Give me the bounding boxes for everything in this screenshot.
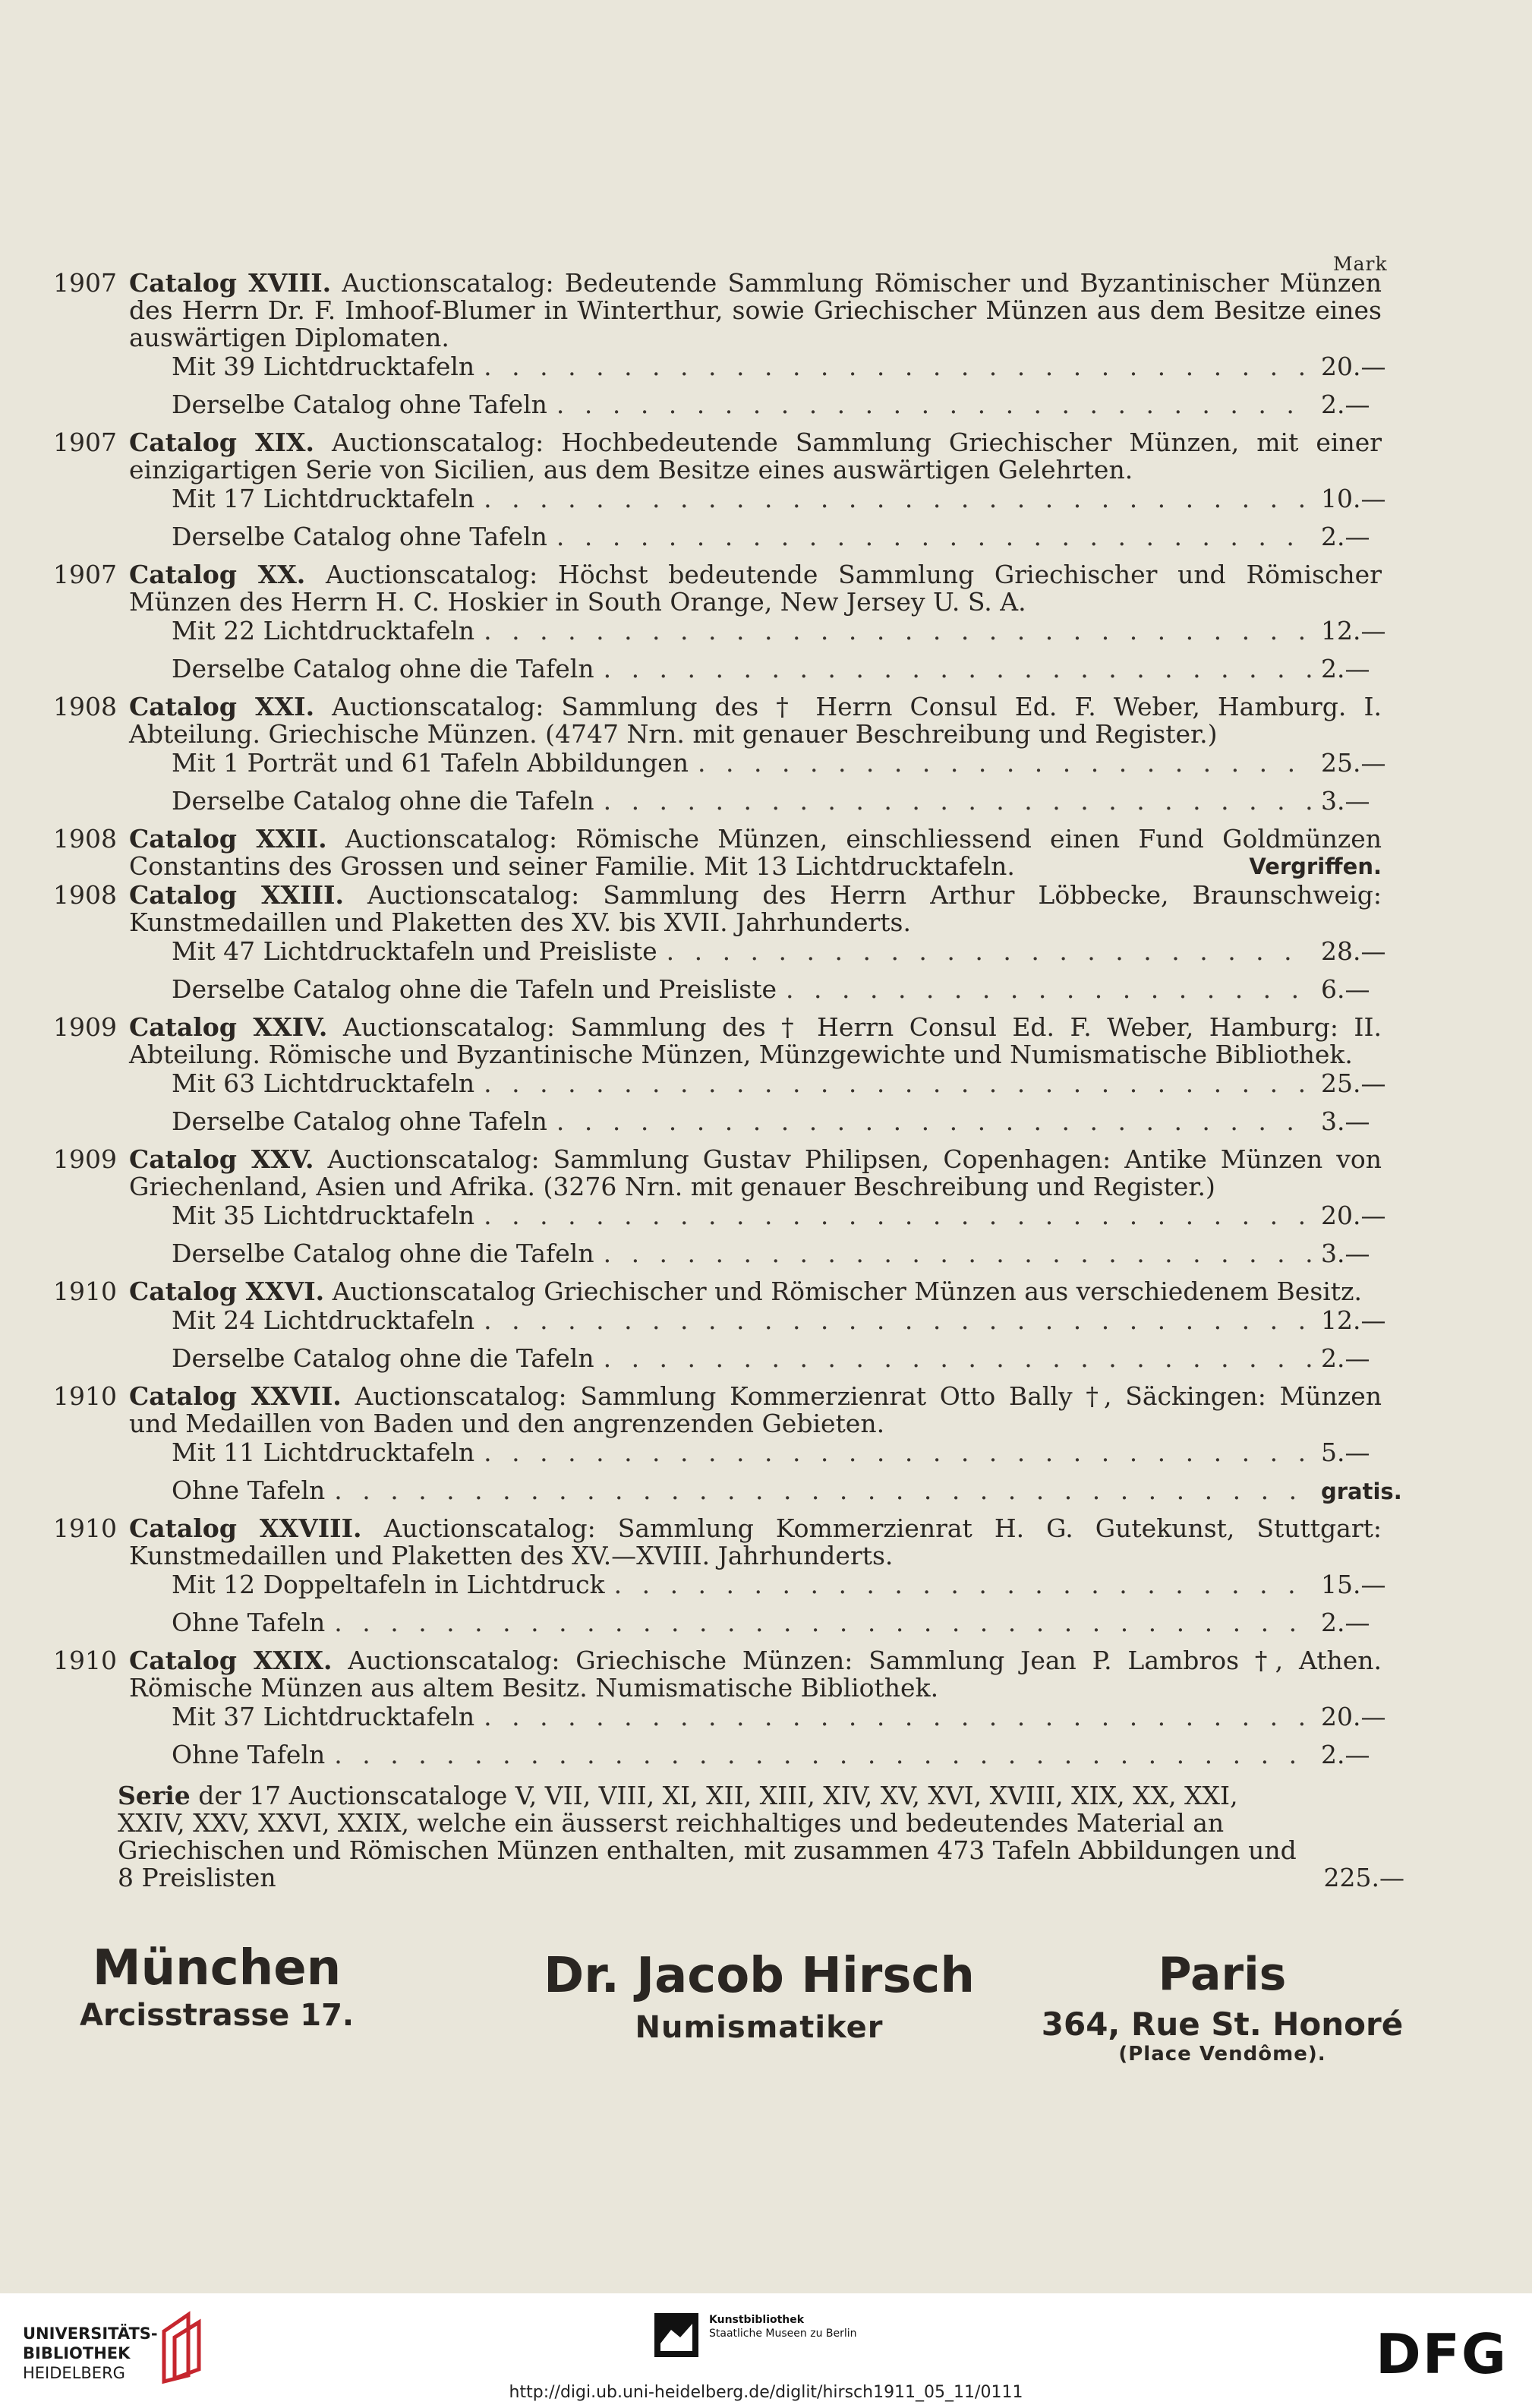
- entry-heading: [53, 1515, 1404, 1570]
- price-line: [53, 654, 1404, 692]
- price-line: [53, 390, 1404, 428]
- dot-leader: [484, 1702, 1312, 1731]
- price-line-label: Ohne Tafeln: [172, 1740, 326, 1769]
- catalog-entry: [53, 1383, 1404, 1513]
- entry-heading: [53, 1383, 1404, 1438]
- kunstbibliothek-icon: [654, 2313, 698, 2357]
- dot-leader: [334, 1608, 1312, 1637]
- entry-catalog-name: Catalog XIX.: [129, 428, 315, 457]
- dfg-logo[interactable]: DFG: [1375, 2322, 1508, 2386]
- entry-year: 1910: [53, 1513, 117, 1543]
- serie-description: der 17 Auctionscataloge V, VII, VIII, XI, XII, XIII, XIV, XV, XVI, XVIII, XIX, XX, XXI, XXIV, XXV, XXVI, XXIX, welche ein äusserst reichhaltiges und bedeutendes Material an Griechischen und Römischen Münzen enthalten, mit zusammen 473 Tafeln Abbildungen und 8 Preislisten: [118, 1781, 1297, 1892]
- dot-leader: [556, 390, 1312, 419]
- price-line-label: Derselbe Catalog ohne die Tafeln: [172, 786, 594, 816]
- entry-catalog-name: Catalog XVIII.: [129, 268, 332, 298]
- price-value: 2.—: [1321, 1740, 1370, 1769]
- price-line: [53, 974, 1404, 1012]
- serie-price: 225.—: [1323, 1863, 1404, 1892]
- price-line: [53, 1475, 1404, 1513]
- dot-leader: [604, 1239, 1312, 1268]
- price-line-label: Ohne Tafeln: [172, 1608, 326, 1637]
- price-line: [53, 616, 1404, 654]
- entry-heading: [53, 1014, 1404, 1068]
- catalog-entry: [53, 270, 1404, 428]
- price-line: [53, 1305, 1404, 1343]
- footer-left-address: Arcisstrasse 17.: [80, 1998, 355, 2033]
- viewer-footer-bar: [0, 2293, 1532, 2408]
- price-value: 10.—: [1321, 484, 1386, 513]
- price-value: 2.—: [1321, 654, 1370, 683]
- dot-leader: [604, 654, 1312, 683]
- dot-leader: [556, 522, 1312, 551]
- entry-description: Auctionscatalog: Hochbedeutende Sammlung Griechischer Münzen, mit einer einzigartigen Serie von Sicilien, aus dem Besitze eines auswärtigen Gelehrten.: [129, 428, 1382, 484]
- price-line-label: Derselbe Catalog ohne die Tafeln: [172, 1343, 594, 1373]
- entry-description: Auctionscatalog: Sammlung Gustav Philipsen, Copenhagen: Antike Münzen von Griechenland, Asien und Afrika. (3276 Nrn. mit genauer Beschreibung und Register.): [129, 1144, 1382, 1201]
- price-line-label: Mit 1 Porträt und 61 Tafeln Abbildungen: [172, 748, 689, 778]
- entry-year: 1908: [53, 692, 117, 721]
- entry-catalog-name: Catalog XXVIII.: [129, 1513, 362, 1543]
- entry-catalog-name: Catalog XXVI.: [129, 1277, 325, 1306]
- price-value: 2.—: [1321, 390, 1370, 419]
- price-value: gratis.: [1321, 1479, 1402, 1504]
- catalog-entry: [53, 1515, 1404, 1646]
- price-line: [53, 748, 1404, 786]
- publisher-footer: [0, 1940, 1532, 2092]
- entry-year: 1909: [53, 1144, 117, 1174]
- entry-description: Auctionscatalog: Bedeutende Sammlung Römischer und Byzantinischer Münzen des Herrn Dr. F. Imhoof-Blumer in Winterthur, sowie Griechischer Münzen aus dem Besitze eines auswärtigen Diplomaten.: [129, 268, 1382, 352]
- footer-right-city: Paris: [1158, 1948, 1287, 2001]
- entry-catalog-name: Catalog XX.: [129, 560, 306, 589]
- publisher-name: Dr. Jacob Hirsch: [544, 1948, 975, 2004]
- entry-heading: [53, 429, 1404, 484]
- dot-leader: [484, 616, 1312, 645]
- price-value: 20.—: [1321, 1702, 1386, 1731]
- price-line: [53, 1106, 1404, 1144]
- price-line-label: Mit 11 Lichtdrucktafeln: [172, 1438, 475, 1467]
- price-value: 6.—: [1321, 974, 1370, 1004]
- price-line-label: Derselbe Catalog ohne Tafeln: [172, 390, 547, 419]
- entry-heading: [53, 270, 1404, 352]
- entry-heading: [53, 1647, 1404, 1702]
- price-line-label: Mit 47 Lichtdrucktafeln und Preisliste: [172, 936, 657, 966]
- catalog-entry: [53, 561, 1404, 692]
- entry-description: Auctionscatalog: Römische Münzen, einschliessend einen Fund Goldmünzen Constantins des Grossen und seiner Familie. Mit 13 Lichtdrucktafeln.: [129, 824, 1382, 881]
- serie-offer: [53, 1782, 1404, 1892]
- price-line: [53, 1343, 1404, 1381]
- footer-right-address: 364, Rue St. Honoré: [1041, 2006, 1404, 2043]
- price-line: [53, 352, 1404, 390]
- price-value: 3.—: [1321, 1239, 1370, 1268]
- dot-leader: [604, 1343, 1312, 1373]
- price-line: [53, 1239, 1404, 1277]
- price-line: [53, 1608, 1404, 1646]
- price-line: [53, 1702, 1404, 1740]
- price-line: [53, 1438, 1404, 1475]
- entry-year: 1907: [53, 560, 117, 589]
- entry-year: 1910: [53, 1277, 117, 1306]
- price-line: [53, 1740, 1404, 1778]
- price-line: [53, 786, 1404, 824]
- dot-leader: [556, 1106, 1312, 1136]
- entry-heading: [53, 882, 1404, 936]
- price-line-label: Mit 63 Lichtdrucktafeln: [172, 1068, 475, 1098]
- entry-year: 1907: [53, 428, 117, 457]
- ub-line-3: HEIDELBERG: [23, 2364, 125, 2382]
- entry-status: Vergriffen.: [1249, 854, 1382, 879]
- dot-leader: [334, 1475, 1312, 1505]
- price-line-label: Ohne Tafeln: [172, 1475, 326, 1505]
- price-line: [53, 936, 1404, 974]
- entry-description: Auctionscatalog Griechischer und Römischer Münzen aus verschiedenem Besitz.: [332, 1277, 1362, 1306]
- kunstbibliothek-logo[interactable]: [654, 2313, 857, 2357]
- price-line-label: Mit 17 Lichtdrucktafeln: [172, 484, 475, 513]
- price-line-label: Derselbe Catalog ohne Tafeln: [172, 522, 547, 551]
- price-line-label: Mit 35 Lichtdrucktafeln: [172, 1201, 475, 1230]
- mark-column-header: Mark: [1333, 253, 1388, 275]
- catalog-list: [53, 270, 1404, 1892]
- entry-heading: [53, 1278, 1404, 1305]
- catalog-entry: [53, 825, 1404, 880]
- dot-leader: [484, 1305, 1312, 1335]
- dot-leader: [786, 974, 1312, 1004]
- entry-year: 1910: [53, 1381, 117, 1411]
- serie-label: Serie: [118, 1781, 191, 1810]
- price-line: [53, 1068, 1404, 1106]
- entry-description: Auctionscatalog: Höchst bedeutende Sammlung Griechischer und Römischer Münzen des Herrn H. C. Hoskier in South Orange, New Jersey U. S. A.: [129, 560, 1382, 617]
- entry-catalog-name: Catalog XXV.: [129, 1144, 314, 1174]
- price-line-label: Mit 37 Lichtdrucktafeln: [172, 1702, 475, 1731]
- dot-leader: [604, 786, 1312, 816]
- entry-heading: [53, 561, 1404, 616]
- entry-description: Auctionscatalog: Griechische Münzen: Sammlung Jean P. Lambros †, Athen. Römische Münzen aus altem Besitz. Numismatische Bibliothek.: [129, 1646, 1382, 1703]
- entry-heading: [53, 825, 1404, 880]
- footer-publisher: [493, 1948, 1025, 2045]
- entry-heading: [53, 1146, 1404, 1201]
- page-url[interactable]: http://digi.ub.uni-heidelberg.de/diglit/hirsch1911_05_11/0111: [509, 2383, 1023, 2402]
- dot-leader: [667, 936, 1312, 966]
- price-value: 20.—: [1321, 352, 1386, 381]
- entry-catalog-name: Catalog XXIV.: [129, 1012, 328, 1042]
- catalog-entry: [53, 1647, 1404, 1778]
- price-value: 25.—: [1321, 748, 1386, 778]
- price-value: 15.—: [1321, 1570, 1386, 1599]
- price-line-label: Derselbe Catalog ohne Tafeln: [172, 1106, 547, 1136]
- catalog-entry: [53, 1146, 1404, 1277]
- price-line-label: Mit 12 Doppeltafeln in Lichtdruck: [172, 1570, 605, 1599]
- entry-year: 1910: [53, 1646, 117, 1675]
- price-value: 3.—: [1321, 1106, 1370, 1136]
- footer-right-note: (Place Vendôme).: [1118, 2043, 1326, 2066]
- footer-left-city: München: [92, 1940, 342, 1996]
- catalog-entry: [53, 882, 1404, 1012]
- dot-leader: [484, 1201, 1312, 1230]
- kb-line-1: Kunstbibliothek: [709, 2314, 805, 2326]
- price-value: 5.—: [1321, 1438, 1370, 1467]
- dot-leader: [334, 1740, 1312, 1769]
- price-value: 25.—: [1321, 1068, 1386, 1098]
- price-value: 12.—: [1321, 1305, 1386, 1335]
- price-value: 12.—: [1321, 616, 1386, 645]
- footer-paris: [1040, 1948, 1404, 2066]
- entry-year: 1909: [53, 1012, 117, 1042]
- entry-description: Auctionscatalog: Sammlung des † Herrn Consul Ed. F. Weber, Hamburg: II. Abteilung. Römische und Byzantinische Münzen, Münzgewichte und Numismatische Bibliothek.: [129, 1012, 1382, 1069]
- price-line-label: Derselbe Catalog ohne die Tafeln und Preisliste: [172, 974, 777, 1004]
- price-line-label: Mit 24 Lichtdrucktafeln: [172, 1305, 475, 1335]
- dot-leader: [484, 1068, 1312, 1098]
- entry-catalog-name: Catalog XXII.: [129, 824, 327, 854]
- entry-catalog-name: Catalog XXIX.: [129, 1646, 333, 1675]
- price-line-label: Derselbe Catalog ohne die Tafeln: [172, 654, 594, 683]
- entry-catalog-name: Catalog XXIII.: [129, 880, 344, 910]
- entry-catalog-name: Catalog XXVII.: [129, 1381, 342, 1411]
- entry-year: 1908: [53, 824, 117, 854]
- kb-line-2: Staatliche Museen zu Berlin: [709, 2328, 857, 2340]
- dot-leader: [698, 748, 1312, 778]
- entry-year: 1908: [53, 880, 117, 910]
- catalog-entry: [53, 1014, 1404, 1144]
- price-line: [53, 522, 1404, 560]
- dot-leader: [484, 484, 1312, 513]
- ub-line-2: BIBLIOTHEK: [23, 2344, 131, 2362]
- dot-leader: [484, 1438, 1312, 1467]
- entry-year: 1907: [53, 268, 117, 298]
- price-line: [53, 1201, 1404, 1239]
- entry-description: Auctionscatalog: Sammlung des † Herrn Consul Ed. F. Weber, Hamburg. I. Abteilung. Griechische Münzen. (4747 Nrn. mit genauer Beschreibung und Register.): [129, 692, 1382, 749]
- entry-description: Auctionscatalog: Sammlung des Herrn Arthur Löbbecke, Braunschweig: Kunstmedaillen und Plaketten des XV. bis XVII. Jahrhunderts.: [129, 880, 1382, 937]
- entry-catalog-name: Catalog XXI.: [129, 692, 315, 721]
- price-value: 3.—: [1321, 786, 1370, 816]
- publisher-role: Numismatiker: [635, 2010, 884, 2045]
- price-value: 28.—: [1321, 936, 1386, 966]
- ub-line-1: UNIVERSITÄTS-: [23, 2324, 158, 2343]
- price-line-label: Mit 22 Lichtdrucktafeln: [172, 616, 475, 645]
- price-line: [53, 484, 1404, 522]
- price-line-label: Derselbe Catalog ohne die Tafeln: [172, 1239, 594, 1268]
- catalog-entry: [53, 1278, 1404, 1381]
- price-line: [53, 1570, 1404, 1608]
- price-value: 20.—: [1321, 1201, 1386, 1230]
- price-value: 2.—: [1321, 522, 1370, 551]
- catalog-entry: [53, 429, 1404, 560]
- ub-book-icon: [158, 2309, 211, 2384]
- dot-leader: [484, 352, 1312, 381]
- entry-description: Auctionscatalog: Sammlung Kommerzienrat H. G. Gutekunst, Stuttgart: Kunstmedaillen und Plaketten des XV.—XVIII. Jahrhunderts.: [129, 1513, 1382, 1570]
- price-line-label: Mit 39 Lichtdrucktafeln: [172, 352, 475, 381]
- footer-munich: [80, 1940, 354, 2033]
- catalog-entry: [53, 693, 1404, 824]
- entry-description: Auctionscatalog: Sammlung Kommerzienrat Otto Bally †, Säckingen: Münzen und Medaillen von Baden und den angrenzenden Gebieten.: [129, 1381, 1382, 1438]
- price-value: 2.—: [1321, 1343, 1370, 1373]
- dot-leader: [614, 1570, 1312, 1599]
- price-value: 2.—: [1321, 1608, 1370, 1637]
- ub-heidelberg-logo[interactable]: [23, 2324, 158, 2383]
- entry-heading: [53, 693, 1404, 748]
